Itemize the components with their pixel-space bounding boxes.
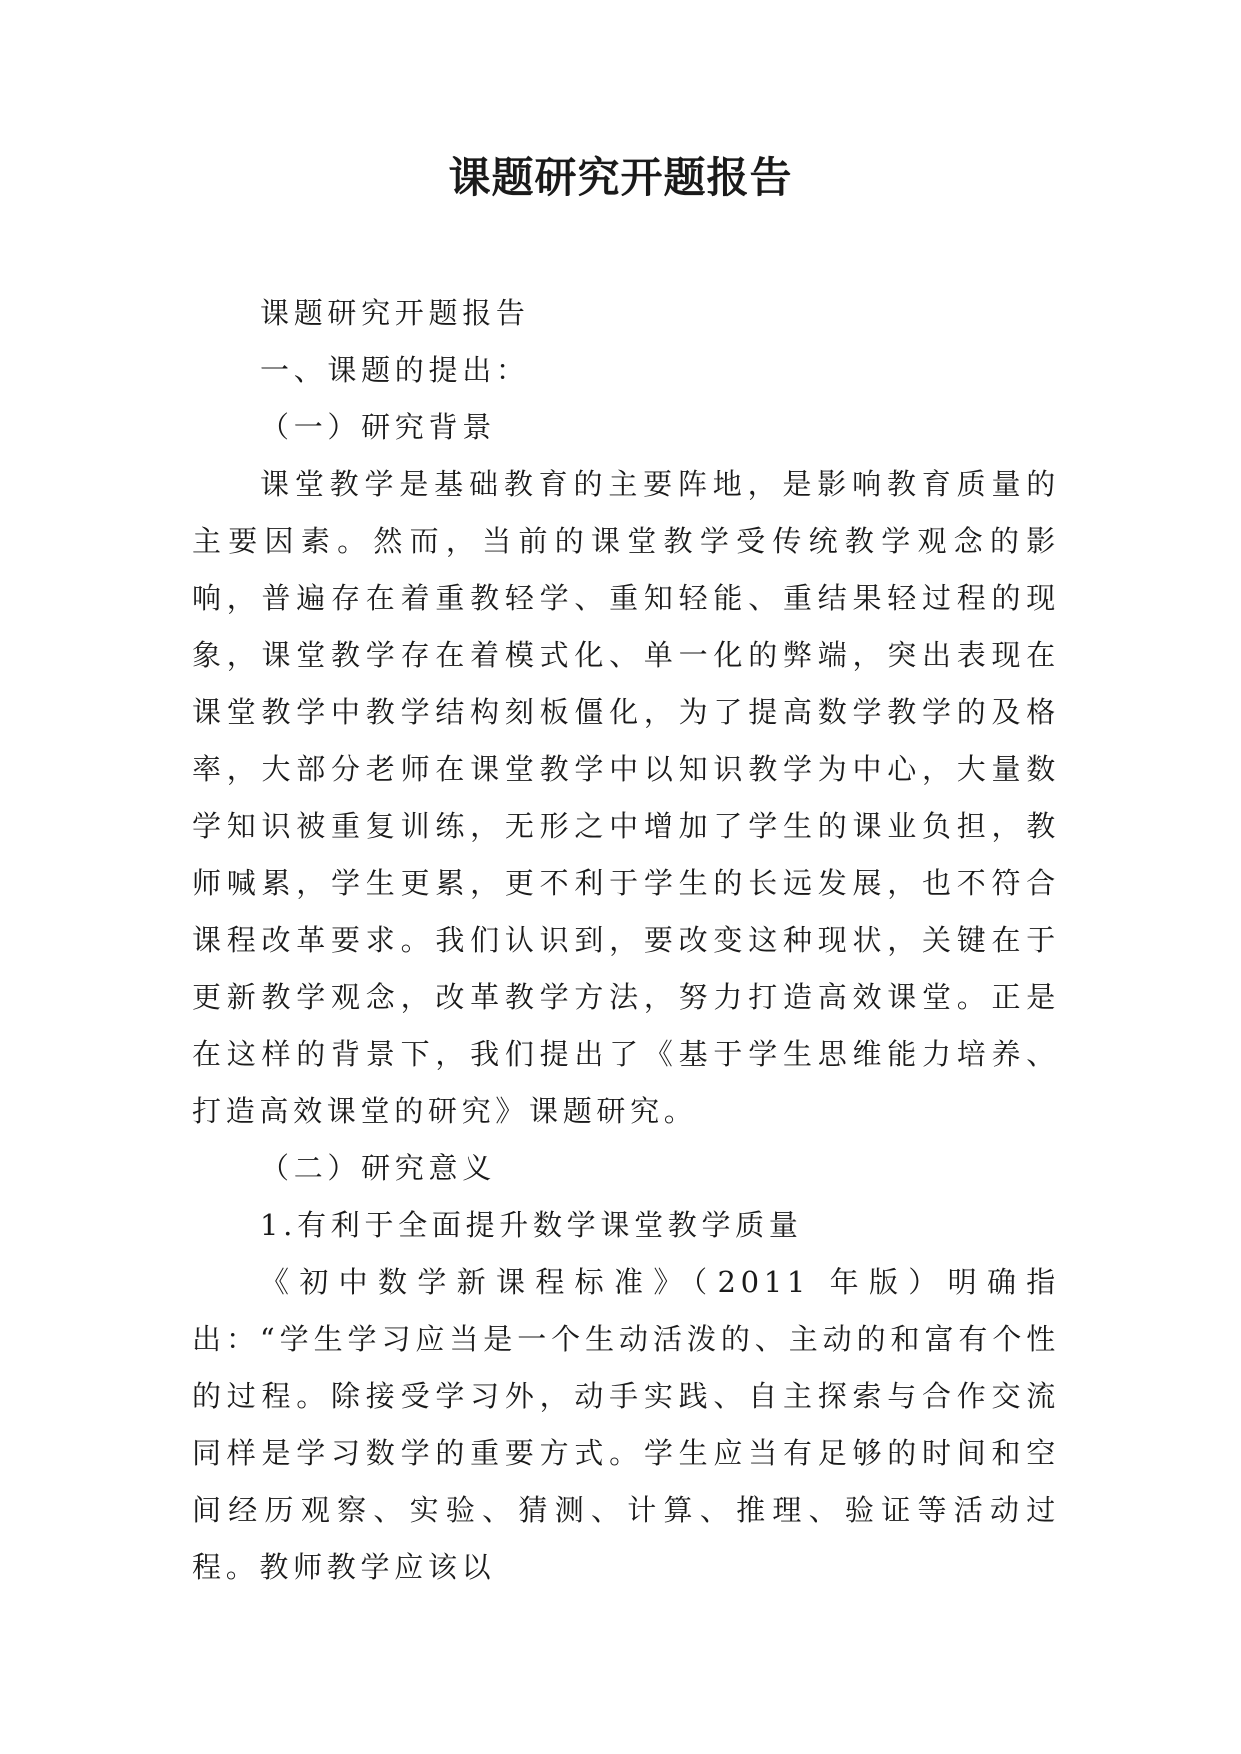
paragraph-section-heading: 一、课题的提出： bbox=[260, 353, 530, 387]
paragraph-standard-quote: 《初中数学新课程标准》（2011 年版）明确指出：“学生学习应当是一个生动活泼的、主动的和富有个性的过程。除接受学习外，动手实践、自主探索与合作交流同样是学习数学的重要方式。学生应当有足够的时间和空间经历观察、实验、猜测、计算、推理、验证等活动过程。教师教学应该以 bbox=[192, 1265, 1060, 1584]
paragraph-report-heading: 课题研究开题报告 bbox=[260, 296, 530, 330]
paragraph-subsection-background: （一）研究背景 bbox=[260, 410, 496, 444]
paragraph-point-one: 1.有利于全面提升数学课堂教学质量 bbox=[260, 1208, 803, 1242]
document-title: 课题研究开题报告 bbox=[448, 153, 793, 202]
document-body bbox=[192, 285, 1060, 1596]
paragraph-background-body: 课堂教学是基础教育的主要阵地，是影响教育质量的主要因素。然而，当前的课堂教学受传统教学观念的影响，普遍存在着重教轻学、重知轻能、重结果轻过程的现象，课堂教学存在着模式化、单一化的弊端，突出表现在课堂教学中教学结构刻板僵化，为了提高数学教学的及格率，大部分老师在课堂教学中以知识教学为中心，大量数学知识被重复训练，无形之中增加了学生的课业负担，教师喊累，学生更累，更不利于学生的长远发展，也不符合课程改革要求。我们认识到，要改变这种现状，关键在于更新教学观念，改革教学方法，努力打造高效课堂。正是在这样的背景下，我们提出了《基于学生思维能力培养、打造高效课堂的研究》课题研究。 bbox=[192, 467, 1060, 1128]
paragraph-subsection-significance: （二）研究意义 bbox=[260, 1151, 496, 1185]
